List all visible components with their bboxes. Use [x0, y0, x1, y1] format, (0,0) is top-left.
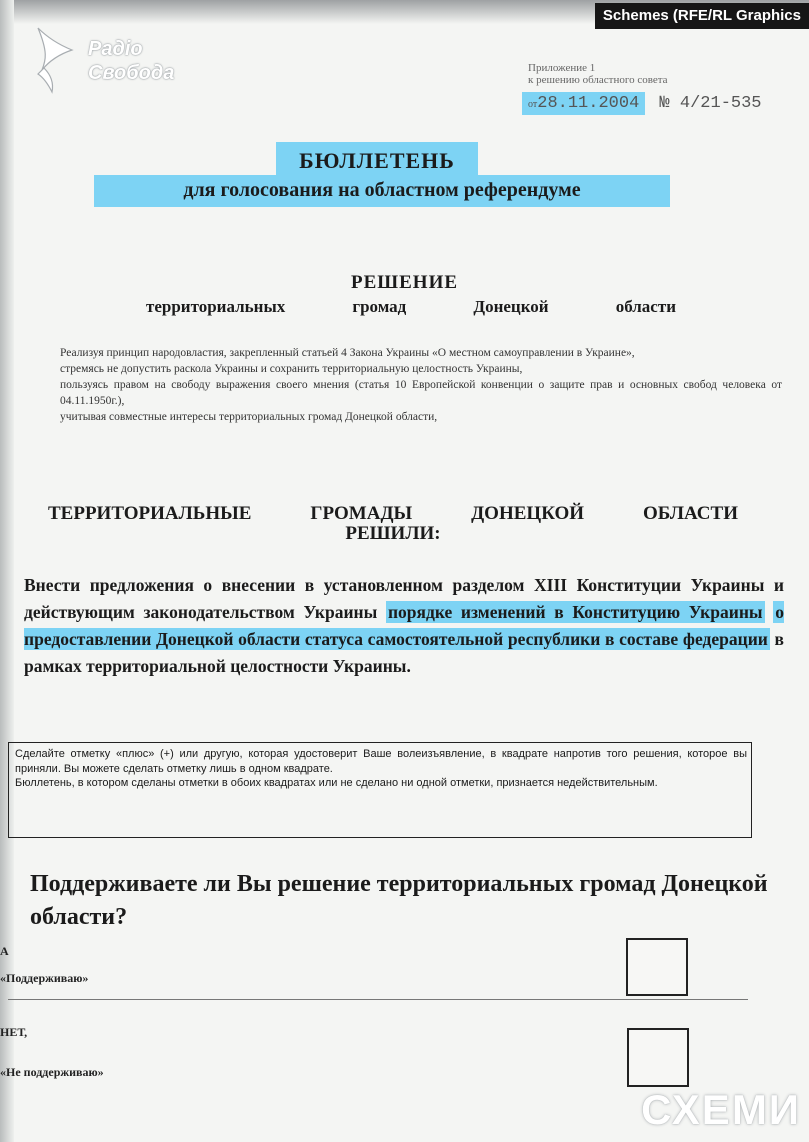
ballot-title: БЮЛЛЕТЕНЬ — [276, 142, 478, 180]
resolution-text — [24, 572, 784, 680]
resolution-heading-line2: РЕШИЛИ: — [345, 523, 441, 544]
preamble — [56, 345, 782, 425]
resolution-heading-line1 — [48, 503, 738, 525]
decision-date: 28.11.2004 — [537, 94, 640, 113]
resolution-text-part: Внести предложения о внесении в установленном разделом XIII Конституции Украины и действующим законодательством Украины — [24, 575, 784, 622]
skhemy-watermark: СХЕМИ — [641, 1086, 801, 1133]
instruction-text: Сделайте отметку «плюс» (+) или другую, которая удостоверит Ваше волеизъявление, в квадрате напротив того решения, которое вы приняли. Вы можете сделать отметку лишь в одном квадрате. — [15, 748, 747, 775]
preamble-paragraph: стремясь не допустить раскола Украины и сохранить территориальную целостность Украины, — [60, 363, 523, 375]
option-mark: НЕТ, — [0, 1025, 28, 1039]
oppose-checkbox[interactable] — [627, 1028, 689, 1087]
appendix-line1: Приложение 1 — [528, 62, 596, 74]
decision-subtitle-word: территориальных — [146, 297, 286, 316]
decision-subtitle — [146, 297, 676, 317]
resolution-text-part — [765, 602, 774, 622]
heading-word: ГРОМАДЫ — [310, 503, 413, 524]
graphics-credit: Schemes (RFE/RL Graphics — [595, 3, 809, 29]
decision-subtitle-word: Донецкой — [473, 297, 549, 316]
option-support-label: «Поддерживаю» — [0, 971, 89, 985]
preamble-paragraph: Реализуя принцип народовластия, закрепленный статьей 4 Закона Украины «О местном самоуправлении в Украине», — [60, 347, 635, 359]
logo-text-line2: Свобода — [88, 62, 175, 84]
decision-subtitle-word: области — [615, 297, 676, 316]
heading-word: ОБЛАСТИ — [643, 503, 738, 524]
preamble-paragraph: пользуясь правом на свободу выражения своего мнения (статья 10 Европейской конвенции о защите прав и основных свобод человека от 04.11.1950г.), — [60, 379, 782, 407]
logo-text-line1: Радіо — [88, 38, 143, 60]
resolution-text-part: в рамках территориальной целостности Украины. — [24, 629, 784, 676]
radio-svoboda-flame-icon — [32, 24, 76, 94]
option-oppose-label: «Не поддерживаю» — [0, 1065, 104, 1079]
support-checkbox[interactable] — [626, 938, 688, 996]
instruction-text: Бюллетень, в котором сделаны отметки в обоих квадратах или не сделано ни одной отметки, признается недействительным. — [15, 777, 658, 789]
voting-instructions-box — [8, 742, 752, 838]
appendix-line2: к решению областного совета — [528, 74, 668, 86]
decision-title: РЕШЕНИЕ — [350, 272, 459, 293]
heading-word: ДОНЕЦКОЙ — [471, 503, 585, 524]
resolution-heading — [48, 503, 738, 545]
preamble-paragraph: учитывая совместные интересы территориальных громад Донецкой области, — [60, 411, 438, 423]
option-mark: А — [0, 944, 9, 958]
appendix-note — [528, 62, 668, 86]
highlighted-text: порядке изменений в Конституцию Украины — [387, 602, 763, 622]
ballot-subtitle: для голосования на областном референдуме — [94, 175, 670, 207]
referendum-question: Поддерживаете ли Вы решение территориальных громад Донецкой области? — [30, 871, 768, 930]
highlighted-text: о предоставлении Донецкой области статуса самостоятельной республики в составе федерации — [24, 602, 784, 649]
date-highlight — [522, 92, 645, 115]
decision-subtitle-word: громад — [352, 297, 407, 316]
decision-dateline — [522, 94, 762, 113]
option-divider — [8, 999, 748, 1000]
decision-number: № 4/21-535 — [659, 94, 762, 113]
radio-svoboda-logo — [26, 18, 186, 98]
date-prefix: от — [528, 99, 538, 110]
heading-word: ТЕРРИТОРИАЛЬНЫЕ — [48, 503, 252, 524]
